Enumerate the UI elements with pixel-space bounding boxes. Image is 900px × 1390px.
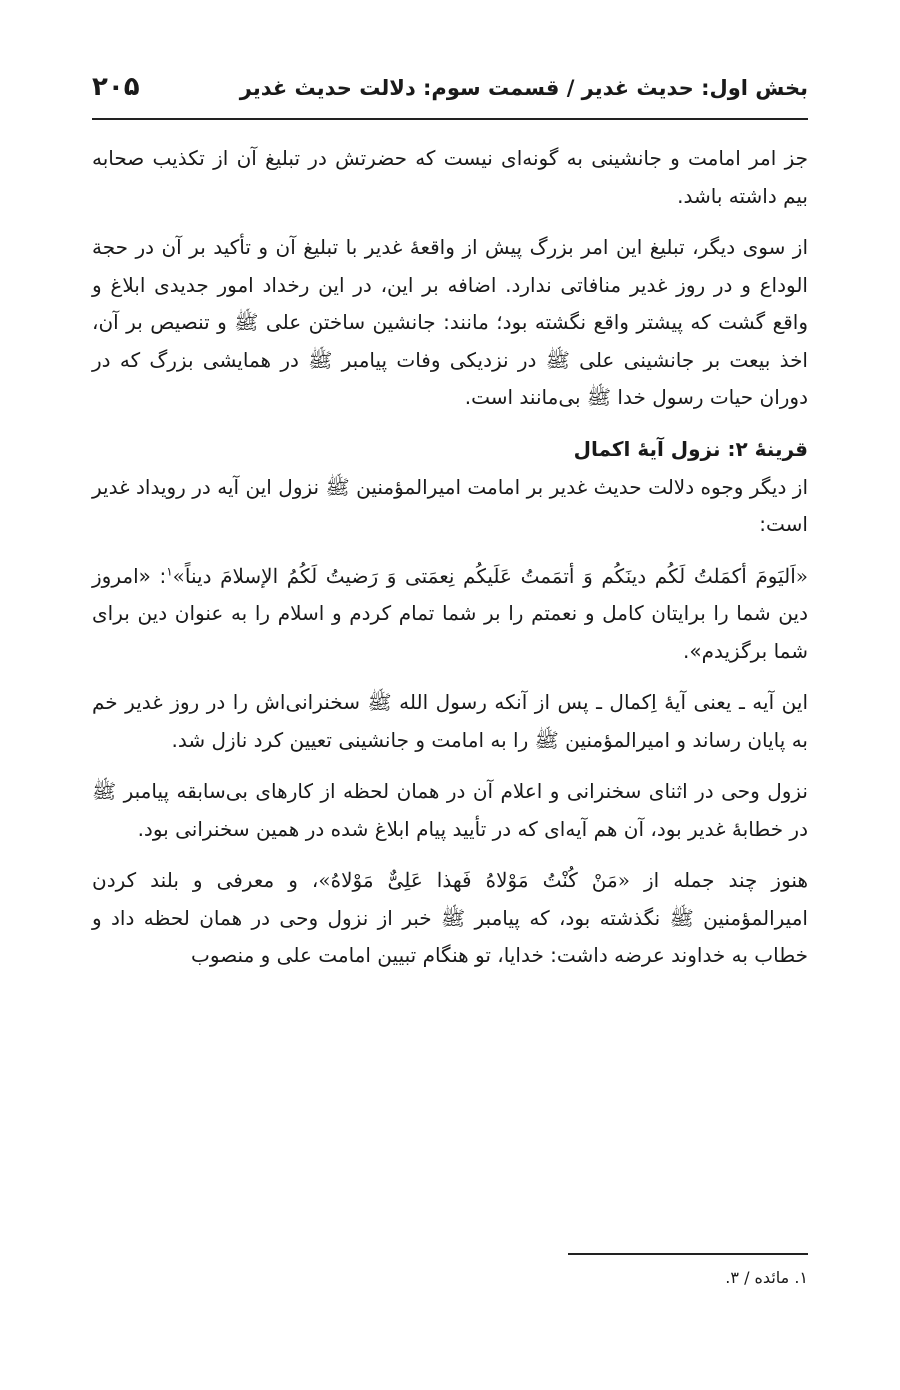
page-header — [92, 70, 808, 120]
section-heading: قرینهٔ ۲: نزول آیهٔ اکمال — [573, 436, 808, 461]
paragraph-6 — [92, 862, 808, 975]
quran-verse: «اَلیَومَ أکمَلتُ لَکُم دینَکُم وَ أتمَمتُ عَلَیکُم نِعمَتی وَ رَضیتُ لَکُمُ الإسلامَ دیناً» — [172, 563, 808, 588]
running-head: بخش اول: حدیث غدیر / قسمت سوم: دلالت حدیث غدیر — [239, 76, 808, 100]
verse-translation: : «امروز دین شما را برایتان کامل و نعمتم را بر شما تمام کردم و اسلام را به عنوان دین برای شما برگزیدم». — [92, 563, 808, 663]
paragraph-6-start: هنوز چند جمله از — [629, 868, 808, 892]
hadith-quote: «مَنْ کُنْتُ مَوْلاهُ فَهذا عَلِیٌّ مَوْلاهُ» — [318, 868, 630, 892]
paragraph-5: نزول وحی در اثنای سخنرانی و اعلام آن در همان لحظه از کارهای بی‌سابقه پیامبر ﷺ در خطابهٔ غدیر بود، آن هم آیه‌ای که در تأیید پیام ابلاغ شده در همین سخنرانی بود. — [92, 779, 808, 841]
footnote-divider — [568, 1253, 808, 1255]
quote-paragraph — [92, 558, 808, 671]
paragraph-3: از دیگر وجوه دلالت حدیث غدیر بر امامت امیرالمؤمنین ﷺ نزول این آیه در رویداد غدیر است: — [92, 474, 808, 536]
footnote-mark: ۱ — [166, 563, 173, 578]
paragraph-6-end: ، و معرفی و بلند کردن امیرالمؤمنین ﷺ نگذشته بود، که پیامبر ﷺ خبر از نزول وحی در همان لحظه داد و خطاب به خداوند عرضه داشت: خدایا، تو هنگام تبیین امامت علی و منصوب — [92, 868, 808, 967]
page-number: ۲۰۵ — [92, 72, 140, 102]
footnote: ۱. مائده / ۳. — [725, 1268, 808, 1287]
paragraph-4: این آیه ـ یعنی آیهٔ اِکمال ـ پس از آنکه رسول الله ﷺ سخنرانی‌اش را در روز غدیر خم به پایان رساند و امیرالمؤمنین ﷺ را به امامت و جانشینی تعیین کرد نازل شد. — [92, 690, 808, 752]
paragraph-1: جز امر امامت و جانشینی به گونه‌ای نیست که حضرتش در تبلیغ آن از تکذیب صحابه بیم داشته باشد. — [92, 146, 808, 208]
paragraph-2: از سوی دیگر، تبلیغ این امر بزرگ پیش از واقعهٔ غدیر با تبلیغ آن و تأکید بر آن در حجة الوداع و در روز غدیر منافاتی ندارد. اضافه بر این، در این رخداد امور جدیدی ابلاغ و واقع گشت که پیشتر واقع نگشته بود؛ مانند: جانشین ساختن علی ﷺ و تنصیص بر آن، اخذ بیعت بر جانشینی علی ﷺ در نزدیکی وفات پیامبر ﷺ در همایشی بزرگ که در دوران حیات رسول خدا ﷺ بی‌مانند است. — [92, 235, 808, 409]
body-text — [92, 140, 808, 989]
